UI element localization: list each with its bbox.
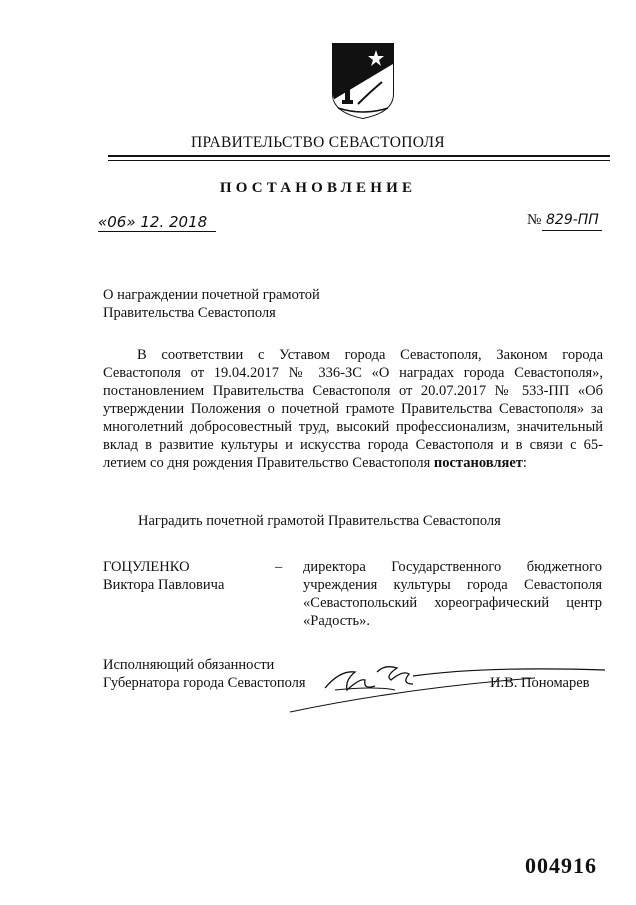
awardee-given-names: Виктора Павловича bbox=[103, 577, 225, 593]
awardee-surname: ГОЦУЛЕНКО bbox=[103, 559, 190, 575]
awardee-position: директора Государственного бюджетного учреждения культуры города Севастополя «Севастопольский хореографический центр «Радость». bbox=[303, 559, 602, 629]
subject-line-2: Правительства Севастополя bbox=[103, 305, 276, 321]
number-underline bbox=[542, 230, 602, 231]
awardee-name bbox=[103, 558, 283, 594]
decides-colon: : bbox=[522, 455, 527, 471]
preamble-paragraph bbox=[103, 346, 603, 472]
document-subject bbox=[103, 286, 383, 322]
document-number: 829-ПП bbox=[546, 212, 599, 228]
header-rule-thin bbox=[108, 160, 610, 161]
number-sign: № bbox=[527, 212, 542, 228]
date-underline bbox=[98, 231, 216, 232]
document-type: ПОСТАНОВЛЕНИЕ bbox=[219, 180, 417, 196]
award-statement: Наградить почетной грамотой Правительства Севастополя bbox=[138, 513, 501, 529]
signatory-name: И.В. Пономарев bbox=[490, 675, 590, 691]
signatory-title-line-2: Губернатора города Севастополя bbox=[103, 675, 306, 691]
decides-keyword: постановляет bbox=[433, 455, 523, 471]
awardee-dash: – bbox=[275, 559, 283, 575]
preamble-text: В соответствии с Уставом города Севастополя, Законом города Севастополя от 19.04.2017 № 336-ЗС «О наградах города Севастополя», постановлением Правительства Севастополя от 20.07.2017 № 533-ПП «Об утверждении Положения о почетной грамоте Правительства Севастополя» за многолетний добросовестный труд, высокий профессионализм, значительный вклад в развитие культуры и искусства города Севастополя и в связи с 65-летием со дня рождения Правительство Севастополя bbox=[103, 347, 603, 471]
subject-line-1: О награждении почетной грамотой bbox=[103, 287, 320, 303]
signatory-title-line-1: Исполняющий обязанности bbox=[103, 657, 275, 673]
sevastopol-coat-of-arms bbox=[330, 42, 396, 120]
document-date: «06» 12. 2018 bbox=[98, 213, 208, 231]
header-rule-thick bbox=[108, 155, 610, 157]
serial-number: 004916 bbox=[525, 853, 597, 878]
government-name: ПРАВИТЕЛЬСТВО СЕВАСТОПОЛЯ bbox=[191, 134, 445, 151]
